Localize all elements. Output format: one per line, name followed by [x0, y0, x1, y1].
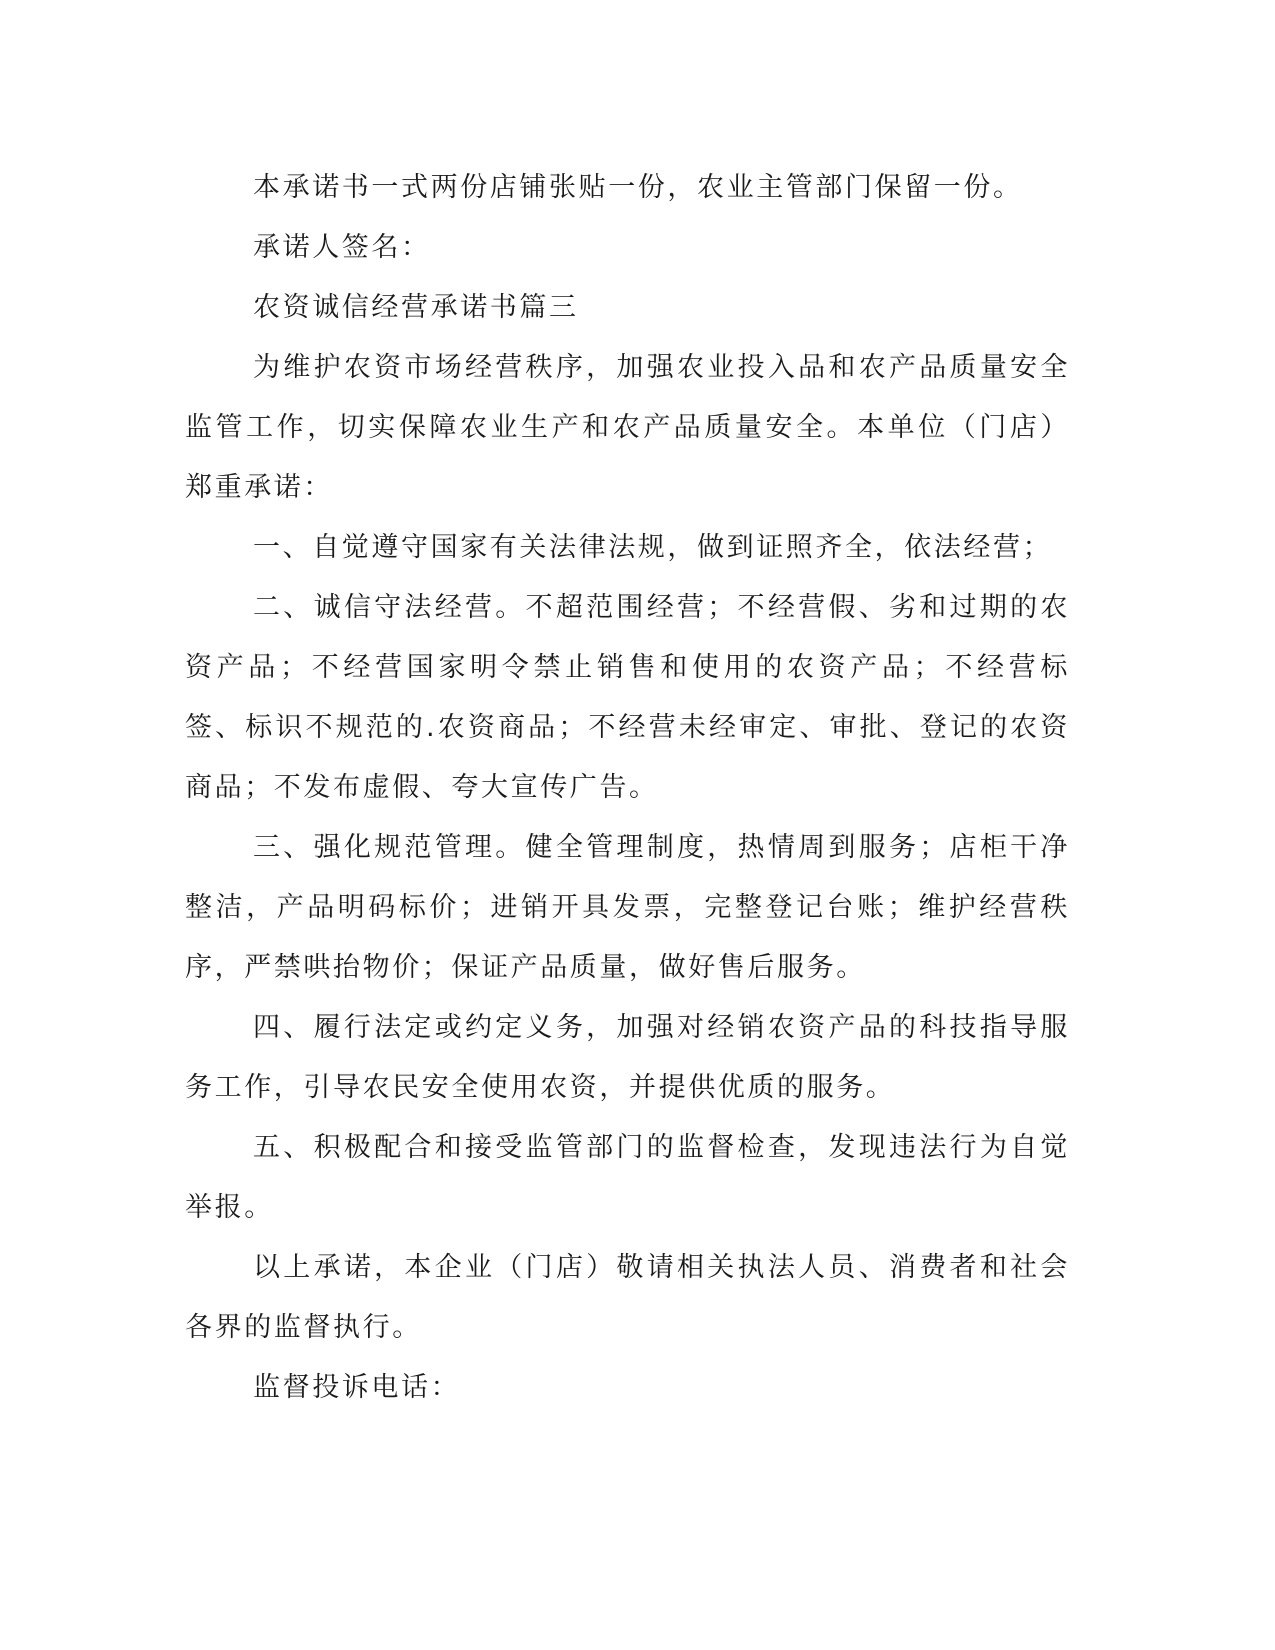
paragraph-item-1: 一、自觉遵守国家有关法律法规，做到证照齐全，依法经营； — [253, 532, 1053, 563]
paragraph-item-4: 四、履行法定或约定义务，加强对经销农资产品的科技指导服务工作，引导农民安全使用农资，并提供优质的服务。 — [185, 1012, 1070, 1103]
paragraph-item-5: 五、积极配合和接受监管部门的监督检查，发现违法行为自觉举报。 — [185, 1132, 1070, 1223]
paragraph-copies-note: 本承诺书一式两份店铺张贴一份，农业主管部门保留一份。 — [253, 172, 1023, 203]
paragraph-item-2: 二、诚信守法经营。不超范围经营；不经营假、劣和过期的农资产品；不经营国家明令禁止销售和使用的农资产品；不经营标签、标识不规范的.农资商品；不经营未经审定、审批、登记的农资商品；不发布虚假、夸大宣传广告。 — [185, 592, 1070, 803]
paragraph-signature: 承诺人签名： — [253, 232, 431, 263]
paragraph-item-3: 三、强化规范管理。健全管理制度，热情周到服务；店柜干净整洁，产品明码标价；进销开具发票，完整登记台账；维护经营秩序，严禁哄抬物价；保证产品质量，做好售后服务。 — [185, 832, 1070, 983]
section-title: 农资诚信经营承诺书篇三 — [253, 292, 579, 323]
paragraph-intro: 为维护农资市场经营秩序，加强农业投入品和农产品质量安全监管工作，切实保障农业生产和农产品质量安全。本单位（门店）郑重承诺： — [185, 352, 1070, 503]
paragraph-closing: 以上承诺，本企业（门店）敬请相关执法人员、消费者和社会各界的监督执行。 — [185, 1252, 1070, 1343]
paragraph-complaint-phone: 监督投诉电话： — [253, 1372, 461, 1403]
document-body — [185, 158, 1070, 1418]
